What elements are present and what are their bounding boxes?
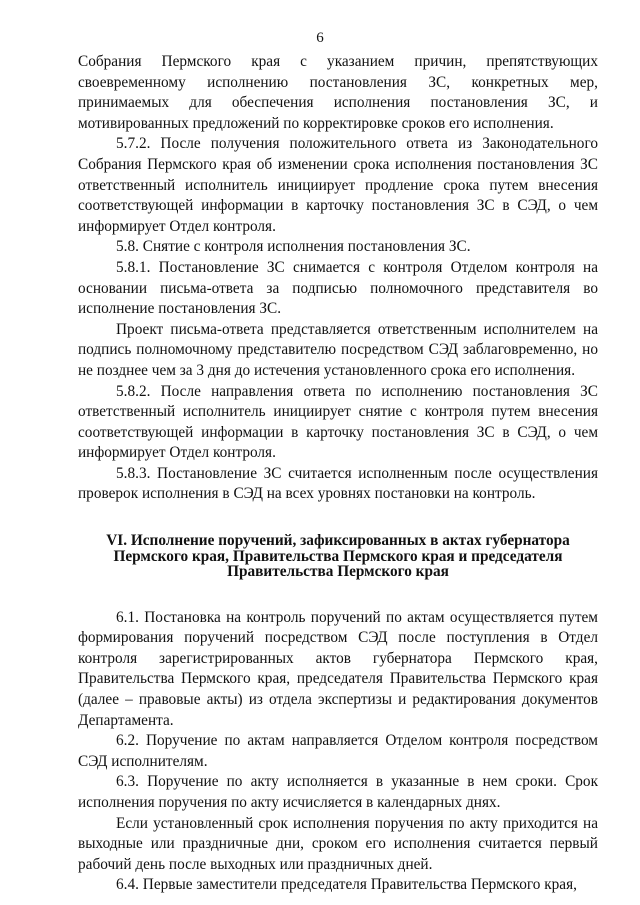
section-heading: [78, 533, 598, 580]
paragraph: Проект письма-ответа представляется ответственным исполнителем на подпись полномочному представителю посредством СЭД заблаговременно, но не позднее чем за 3 дня до истечения установленного срока его исполнения.: [78, 320, 598, 379]
paragraph: 6.3. Поручение по акту исполняется в указанные в нем сроки. Срок исполнения поручения по акту исчисляется в календарных днях.: [78, 773, 598, 811]
paragraph: Если установленный срок исполнения поручения по акту приходится на выходные или праздничные дни, сроком его исполнения считается первый рабочий день после выходных или праздничных дней.: [78, 814, 598, 873]
section-heading-line: Правительства Пермского края: [227, 563, 449, 581]
page-number: 6: [316, 30, 324, 46]
paragraph: 5.7.2. После получения положительного ответа из Законодательного Собрания Пермского края об изменении срока исполнения постановления ЗС ответственный исполнитель инициирует продление срока путем внесения соответствующей информации в карточку постановления ЗС в СЭД, о чем информирует Отдел контроля.: [78, 135, 598, 235]
paragraph: Собрания Пермского края с указанием причин, препятствующих своевременному исполнению постановления ЗС, конкретных мер, принимаемых для обеспечения исполнения постановления ЗС, и мотивированных предложений по корректировке сроков его исполнения.: [78, 53, 598, 132]
paragraph: 6.4. Первые заместители председателя Правительства Пермского края,: [116, 876, 577, 894]
paragraph: 5.8.2. После направления ответа по исполнению постановления ЗС ответственный исполнитель инициирует снятие с контроля путем внесения соответствующей информации в карточку постановления ЗС в СЭД, о чем информирует Отдел контроля.: [78, 382, 598, 462]
paragraph: 5.8.3. Постановление ЗС считается исполненным после осуществления проверок исполнения в СЭД на всех уровнях постановки на контроль.: [78, 464, 598, 503]
paragraph: 6.1. Постановка на контроль поручений по актам осуществляется путем формирования поручений посредством СЭД после поступления в Отдел контроля зарегистрированных актов губернатора Пермского края, Правительства Пермского края, председателя Правительства Пермского края (далее – правовые акты) из отдела экспертизы и редактирования документов Департамента.: [78, 608, 598, 729]
paragraph: 5.8.1. Постановление ЗС снимается с контроля Отделом контроля на основании письма-ответа за подписью полномочного представителя во исполнение постановления ЗС.: [78, 258, 598, 318]
document-body: [78, 52, 598, 896]
paragraph: 6.2. Поручение по актам направляется Отделом контроля посредством СЭД исполнителям.: [78, 732, 598, 770]
paragraph: 5.8. Снятие с контроля исполнения постановления ЗС.: [116, 238, 471, 256]
section-heading-line: VI. Исполнение поручений, зафиксированных в актах губернатора: [106, 532, 570, 550]
section-heading-line: Пермского края, Правительства Пермского края и председателя: [113, 547, 563, 565]
